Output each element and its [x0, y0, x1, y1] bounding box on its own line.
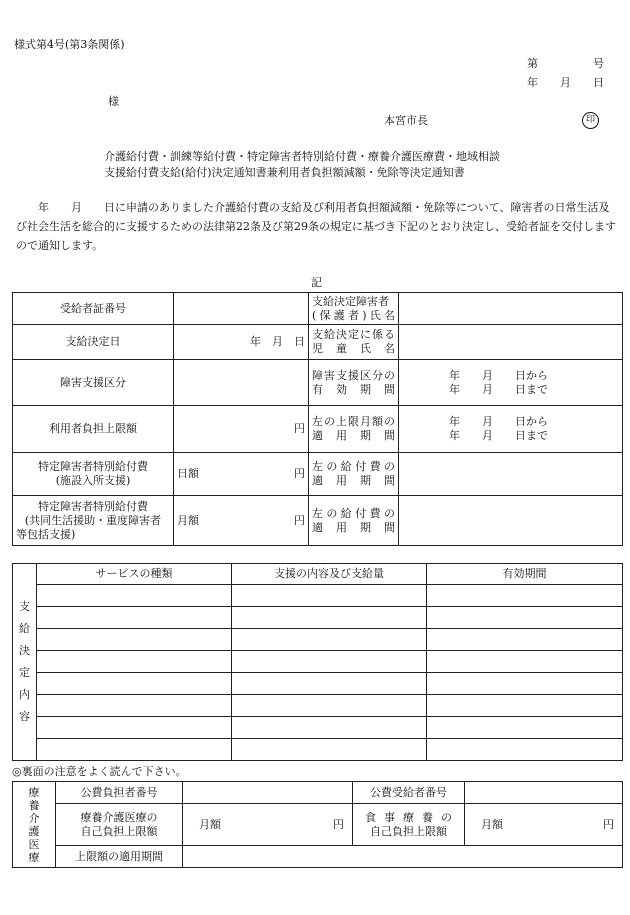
- side-label-char: 決: [19, 644, 30, 657]
- copay-limit-value: 円: [174, 406, 309, 453]
- copay-period-value: [399, 406, 623, 453]
- document-title-line1: 介護給付費・訓練等給付費・特定障害者特別給付費・療養介護医療費・地域相談: [104, 150, 500, 163]
- benefit-period-label: [309, 496, 399, 546]
- period-to: 年 月 日まで: [449, 382, 548, 396]
- support-validity-period: [399, 360, 623, 406]
- public-recipient-number-value: [465, 782, 623, 804]
- benefit-period-label: [309, 453, 399, 496]
- label-line: 適用期間: [312, 474, 395, 487]
- copay-limit-label: 利用者負担上限額: [13, 406, 174, 453]
- medical-copay-limit-value: [183, 804, 353, 846]
- table-row: [13, 496, 623, 546]
- side-label-char: 内: [19, 688, 30, 701]
- yen-unit: 円: [294, 513, 305, 527]
- label-line: 特定障害者特別給付費: [38, 460, 148, 473]
- public-payer-number-value: [183, 782, 353, 804]
- label-line: 左の給付費の: [312, 460, 395, 473]
- monthly-amount-label: 月額: [177, 513, 199, 527]
- label-line: 適用期間: [312, 429, 395, 442]
- column-header-period: 有効期間: [427, 564, 623, 585]
- table-row: [13, 629, 623, 651]
- side-label-char: 給: [19, 622, 30, 635]
- label-line: (施設入所支援): [55, 474, 131, 487]
- period-from: 年 月 日から: [449, 415, 548, 428]
- yen-unit: 円: [294, 467, 305, 480]
- recipient-number-value: [174, 293, 309, 325]
- form-number: 様式第4号(第3条関係): [14, 38, 125, 51]
- table-row: [13, 804, 623, 846]
- table-row: [13, 453, 623, 496]
- side-label-char: 医: [28, 837, 40, 851]
- side-label-text: [16, 596, 33, 728]
- label-line: 療養介護医療の: [80, 810, 158, 824]
- yen-unit: 円: [333, 817, 344, 831]
- table-row: [13, 695, 623, 717]
- document-number-label: 第 号: [527, 57, 604, 70]
- limit-period-value: [183, 846, 623, 868]
- label-line: 適用期間: [312, 520, 395, 534]
- label-line: (共同生活援助・重度障害者: [24, 513, 162, 527]
- label-line: 左の上限月額の: [312, 415, 395, 428]
- ki-label: 記: [311, 276, 322, 289]
- column-header-content: 支援の内容及び支給量: [232, 564, 427, 585]
- daily-amount-label: 日額: [177, 467, 199, 480]
- back-page-notice: ◎裏面の注意をよく読んで下さい。: [12, 765, 187, 778]
- label-line: 食事療養の: [365, 810, 452, 824]
- table-row: [13, 360, 623, 406]
- special-benefit-facility-label: [13, 453, 174, 496]
- copay-period-label: [309, 406, 399, 453]
- table-row: [13, 673, 623, 695]
- side-label-char: 定: [19, 666, 30, 679]
- public-payer-number-label: 公費負担者番号: [56, 782, 183, 804]
- monthly-amount-label: 月額: [199, 817, 221, 831]
- side-label-char: 療: [28, 785, 40, 799]
- document-title-line2: 支援給付費支給(給付)決定通知書兼利用者負担額減額・免除等決定通知書: [104, 166, 465, 179]
- issuer-name: 本宮市長: [384, 114, 428, 127]
- label-line: 支給決定に係る: [312, 328, 395, 341]
- medical-care-table: [12, 781, 623, 868]
- label-line: 特定障害者特別給付費: [38, 499, 148, 513]
- recipient-number-label: 受給者証番号: [13, 293, 174, 325]
- table-row: [13, 607, 623, 629]
- meal-copay-limit-value: [465, 804, 623, 846]
- side-label-char: 介: [28, 811, 40, 825]
- benefit-period-value: [399, 453, 623, 496]
- benefit-period-value: [399, 496, 623, 546]
- table-row: [13, 325, 623, 360]
- decision-content-side-label: [13, 564, 37, 761]
- special-benefit-group-label: [13, 496, 174, 546]
- table-row: [13, 293, 623, 325]
- addressee-label: 様: [108, 95, 119, 108]
- limit-period-label: 上限額の適用期間: [56, 846, 183, 868]
- side-label-char: 支: [19, 600, 30, 613]
- label-line: 有効期間: [312, 382, 395, 396]
- special-benefit-facility-value: [174, 453, 309, 496]
- decision-person-label: [309, 293, 399, 325]
- label-line: 支給決定障害者: [312, 294, 389, 308]
- support-validity-label: [309, 360, 399, 406]
- label-line: (保護者)氏名: [312, 308, 395, 322]
- label-line: 自己負担上限額: [80, 824, 158, 838]
- decision-date-value: 年 月 日: [174, 325, 309, 360]
- label-line: 等包括支援): [16, 527, 76, 541]
- notice-body-text: 年 月 日に申請のありました介護給付費の支給及び利用者負担額減額・免除等について、障害者の日常生活及び社会生活を総合的に支援するための法律第22条及び第29条の規定に基づき下記のとおり決定し、受給者証を交付しますので通知します。: [16, 201, 616, 252]
- side-label-char: 護: [28, 824, 40, 838]
- period-from: 年 月 日から: [449, 368, 548, 382]
- side-label-char: 養: [28, 798, 40, 812]
- child-name-value: [399, 325, 623, 360]
- decision-info-table: [12, 292, 623, 546]
- table-row: [13, 739, 623, 761]
- table-row: [13, 717, 623, 739]
- special-benefit-group-value: [174, 496, 309, 546]
- seal-mark: 印: [582, 112, 599, 129]
- side-label-char: 容: [19, 710, 30, 723]
- child-name-label: [309, 325, 399, 360]
- yen-unit: 円: [603, 817, 614, 831]
- period-to: 年 月 日まで: [449, 429, 548, 442]
- medical-copay-limit-label: [56, 804, 183, 846]
- document-date-label: 年 月 日: [527, 76, 604, 89]
- label-line: 左の給付費の: [312, 506, 395, 520]
- support-class-value: [174, 360, 309, 406]
- side-label-text: [17, 786, 51, 864]
- table-row: [13, 782, 623, 804]
- monthly-amount-label: 月額: [481, 817, 503, 831]
- label-line: 児童氏名: [312, 342, 395, 355]
- public-recipient-number-label: 公費受給者番号: [353, 782, 465, 804]
- decision-date-label: 支給決定日: [13, 325, 174, 360]
- table-row: [13, 564, 623, 585]
- medical-care-side-label: [13, 782, 56, 868]
- table-row: [13, 406, 623, 453]
- support-class-label: 障害支援区分: [13, 360, 174, 406]
- table-row: [13, 846, 623, 868]
- column-header-service: サービスの種類: [37, 564, 232, 585]
- side-label-char: 療: [28, 850, 40, 864]
- decision-person-value: [399, 293, 623, 325]
- table-row: [13, 585, 623, 607]
- table-row: [13, 651, 623, 673]
- meal-copay-limit-label: [353, 804, 465, 846]
- label-line: 障害支援区分の: [312, 368, 395, 382]
- decision-content-table: [12, 563, 623, 761]
- label-line: 自己負担上限額: [370, 824, 447, 838]
